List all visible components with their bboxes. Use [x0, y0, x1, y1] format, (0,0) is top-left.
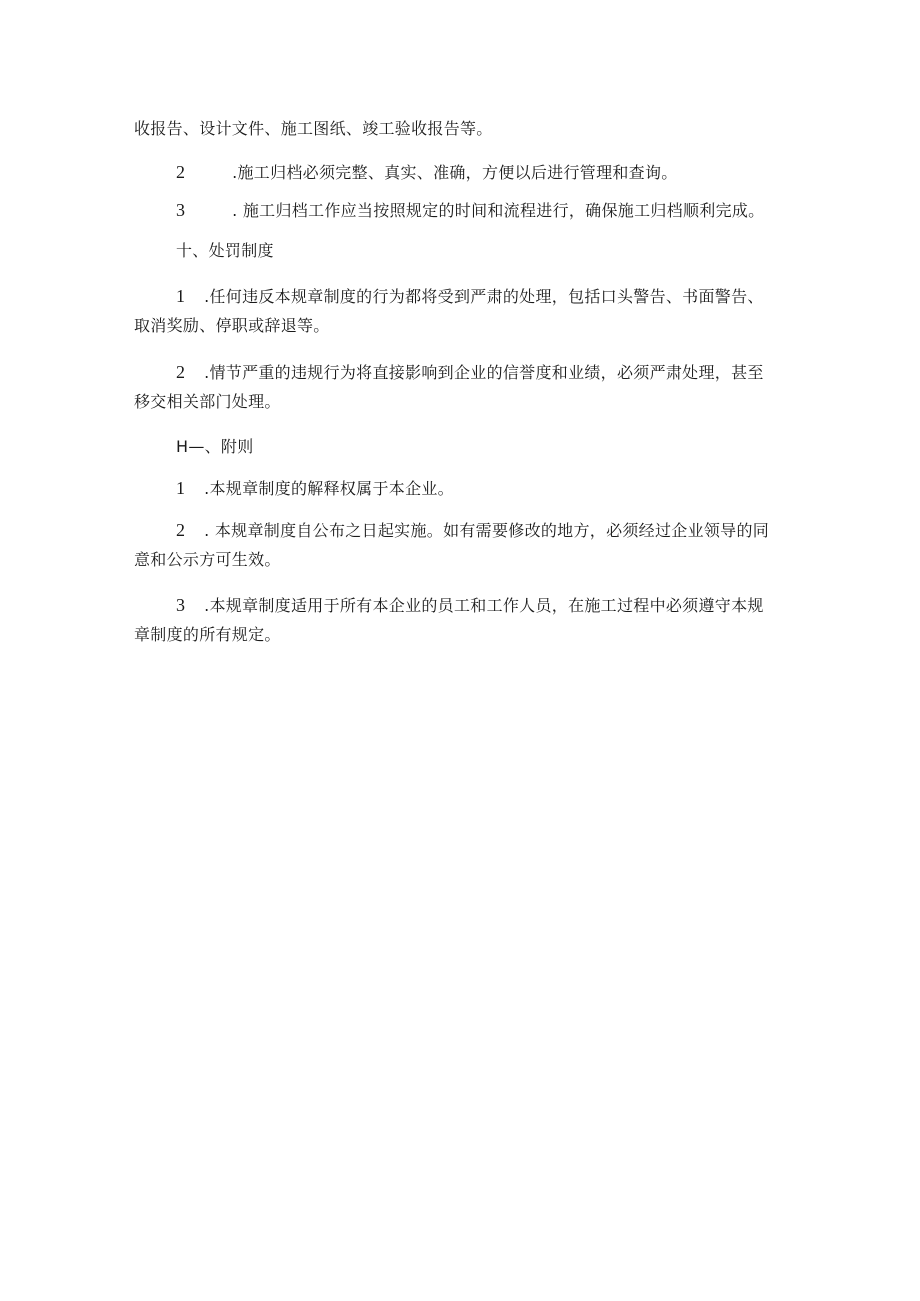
paragraph-continuation: 收报告、设计文件、施工图纸、竣工验收报告等。 — [134, 119, 493, 138]
appendix-item-3 — [176, 595, 764, 616]
section-heading-appendix: H—、附则 — [176, 437, 254, 456]
item-number: 1 — [176, 286, 186, 306]
item-text: .本规章制度适用于所有本企业的员工和工作人员，在施工过程中必须遵守本规 — [204, 596, 764, 615]
section-heading-penalty: 十、处罚制度 — [176, 241, 274, 260]
penalty-item-2 — [176, 362, 764, 383]
item-text: .本规章制度的解释权属于本企业。 — [204, 479, 454, 498]
item-text: .情节严重的违规行为将直接影响到企业的信誉度和业绩，必须严肃处理，甚至 — [204, 363, 764, 382]
item-text: .施工归档必须完整、真实、准确，方便以后进行管理和查询。 — [232, 163, 678, 182]
archive-item-3 — [176, 200, 764, 221]
penalty-item-2-cont: 移交相关部门处理。 — [134, 392, 281, 411]
item-number: 2 — [176, 520, 186, 540]
item-number: 3 — [176, 200, 186, 220]
archive-item-2 — [176, 162, 678, 183]
item-number: 2 — [176, 362, 186, 382]
item-text: .任何违反本规章制度的行为都将受到严肃的处理，包括口头警告、书面警告、 — [204, 287, 764, 306]
appendix-item-2-cont: 意和公示方可生效。 — [134, 550, 281, 569]
appendix-item-3-cont: 章制度的所有规定。 — [134, 625, 281, 644]
item-text: . 施工归档工作应当按照规定的时间和流程进行，确保施工归档顺利完成。 — [232, 201, 765, 220]
item-text: . 本规章制度自公布之日起实施。如有需要修改的地方，必须经过企业领导的同 — [204, 521, 770, 540]
penalty-item-1-cont: 取消奖励、停职或辞退等。 — [134, 316, 330, 335]
penalty-item-1 — [176, 286, 764, 307]
item-number: 3 — [176, 595, 186, 615]
appendix-item-2 — [176, 520, 769, 541]
item-number: 1 — [176, 478, 186, 498]
item-number: 2 — [176, 162, 186, 182]
appendix-item-1 — [176, 478, 454, 499]
